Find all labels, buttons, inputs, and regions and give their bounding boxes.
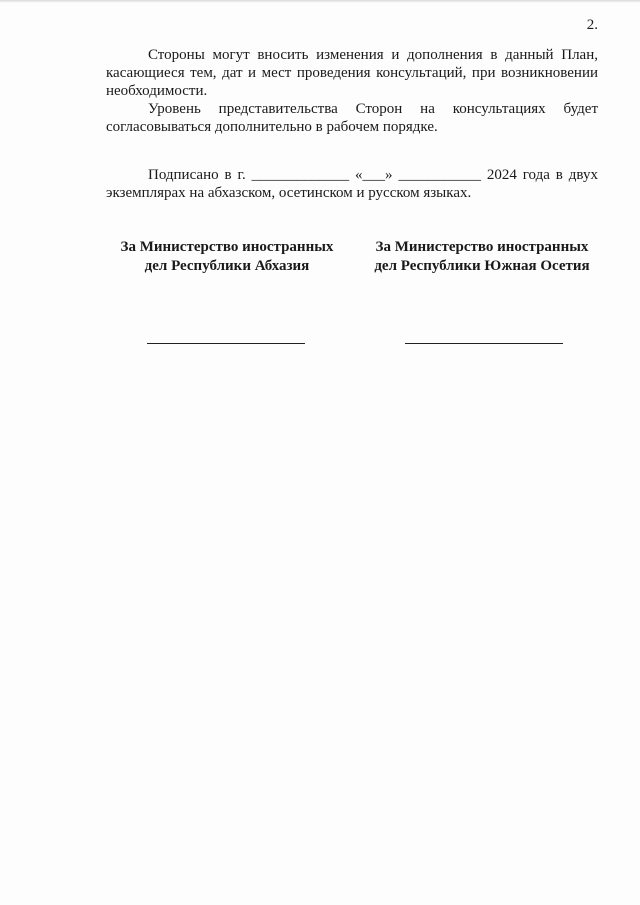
page-number: 2. (586, 17, 598, 33)
signatory-south-ossetia (357, 238, 607, 276)
document-body (106, 46, 598, 202)
signatory-abkhazia-line1: За Министерство иностранных (120, 239, 334, 255)
signatory-abkhazia (102, 238, 352, 276)
signatory-south-ossetia-line2: дел Республики Южная Осетия (374, 258, 590, 274)
paragraph-signed: Подписано в г. _____________ «___» ___________ 2024 года в двух экземплярах на абхазском, осетинском и русском языках. (106, 167, 598, 201)
signature-line-abkhazia (147, 343, 305, 344)
paragraph-representation: Уровень представительства Сторон на консультациях будет согласовываться дополнительно в рабочем порядке. (106, 101, 598, 135)
paragraph-amendments: Стороны могут вносить изменения и дополнения в данный План, касающиеся тем, дат и мест проведения консультаций, при возникновении необходимости. (106, 47, 598, 99)
signatory-abkhazia-line2: дел Республики Абхазия (144, 258, 310, 274)
scan-edge (0, 0, 640, 3)
signatory-south-ossetia-line1: За Министерство иностранных (375, 239, 589, 255)
signature-line-south-ossetia (405, 343, 563, 344)
